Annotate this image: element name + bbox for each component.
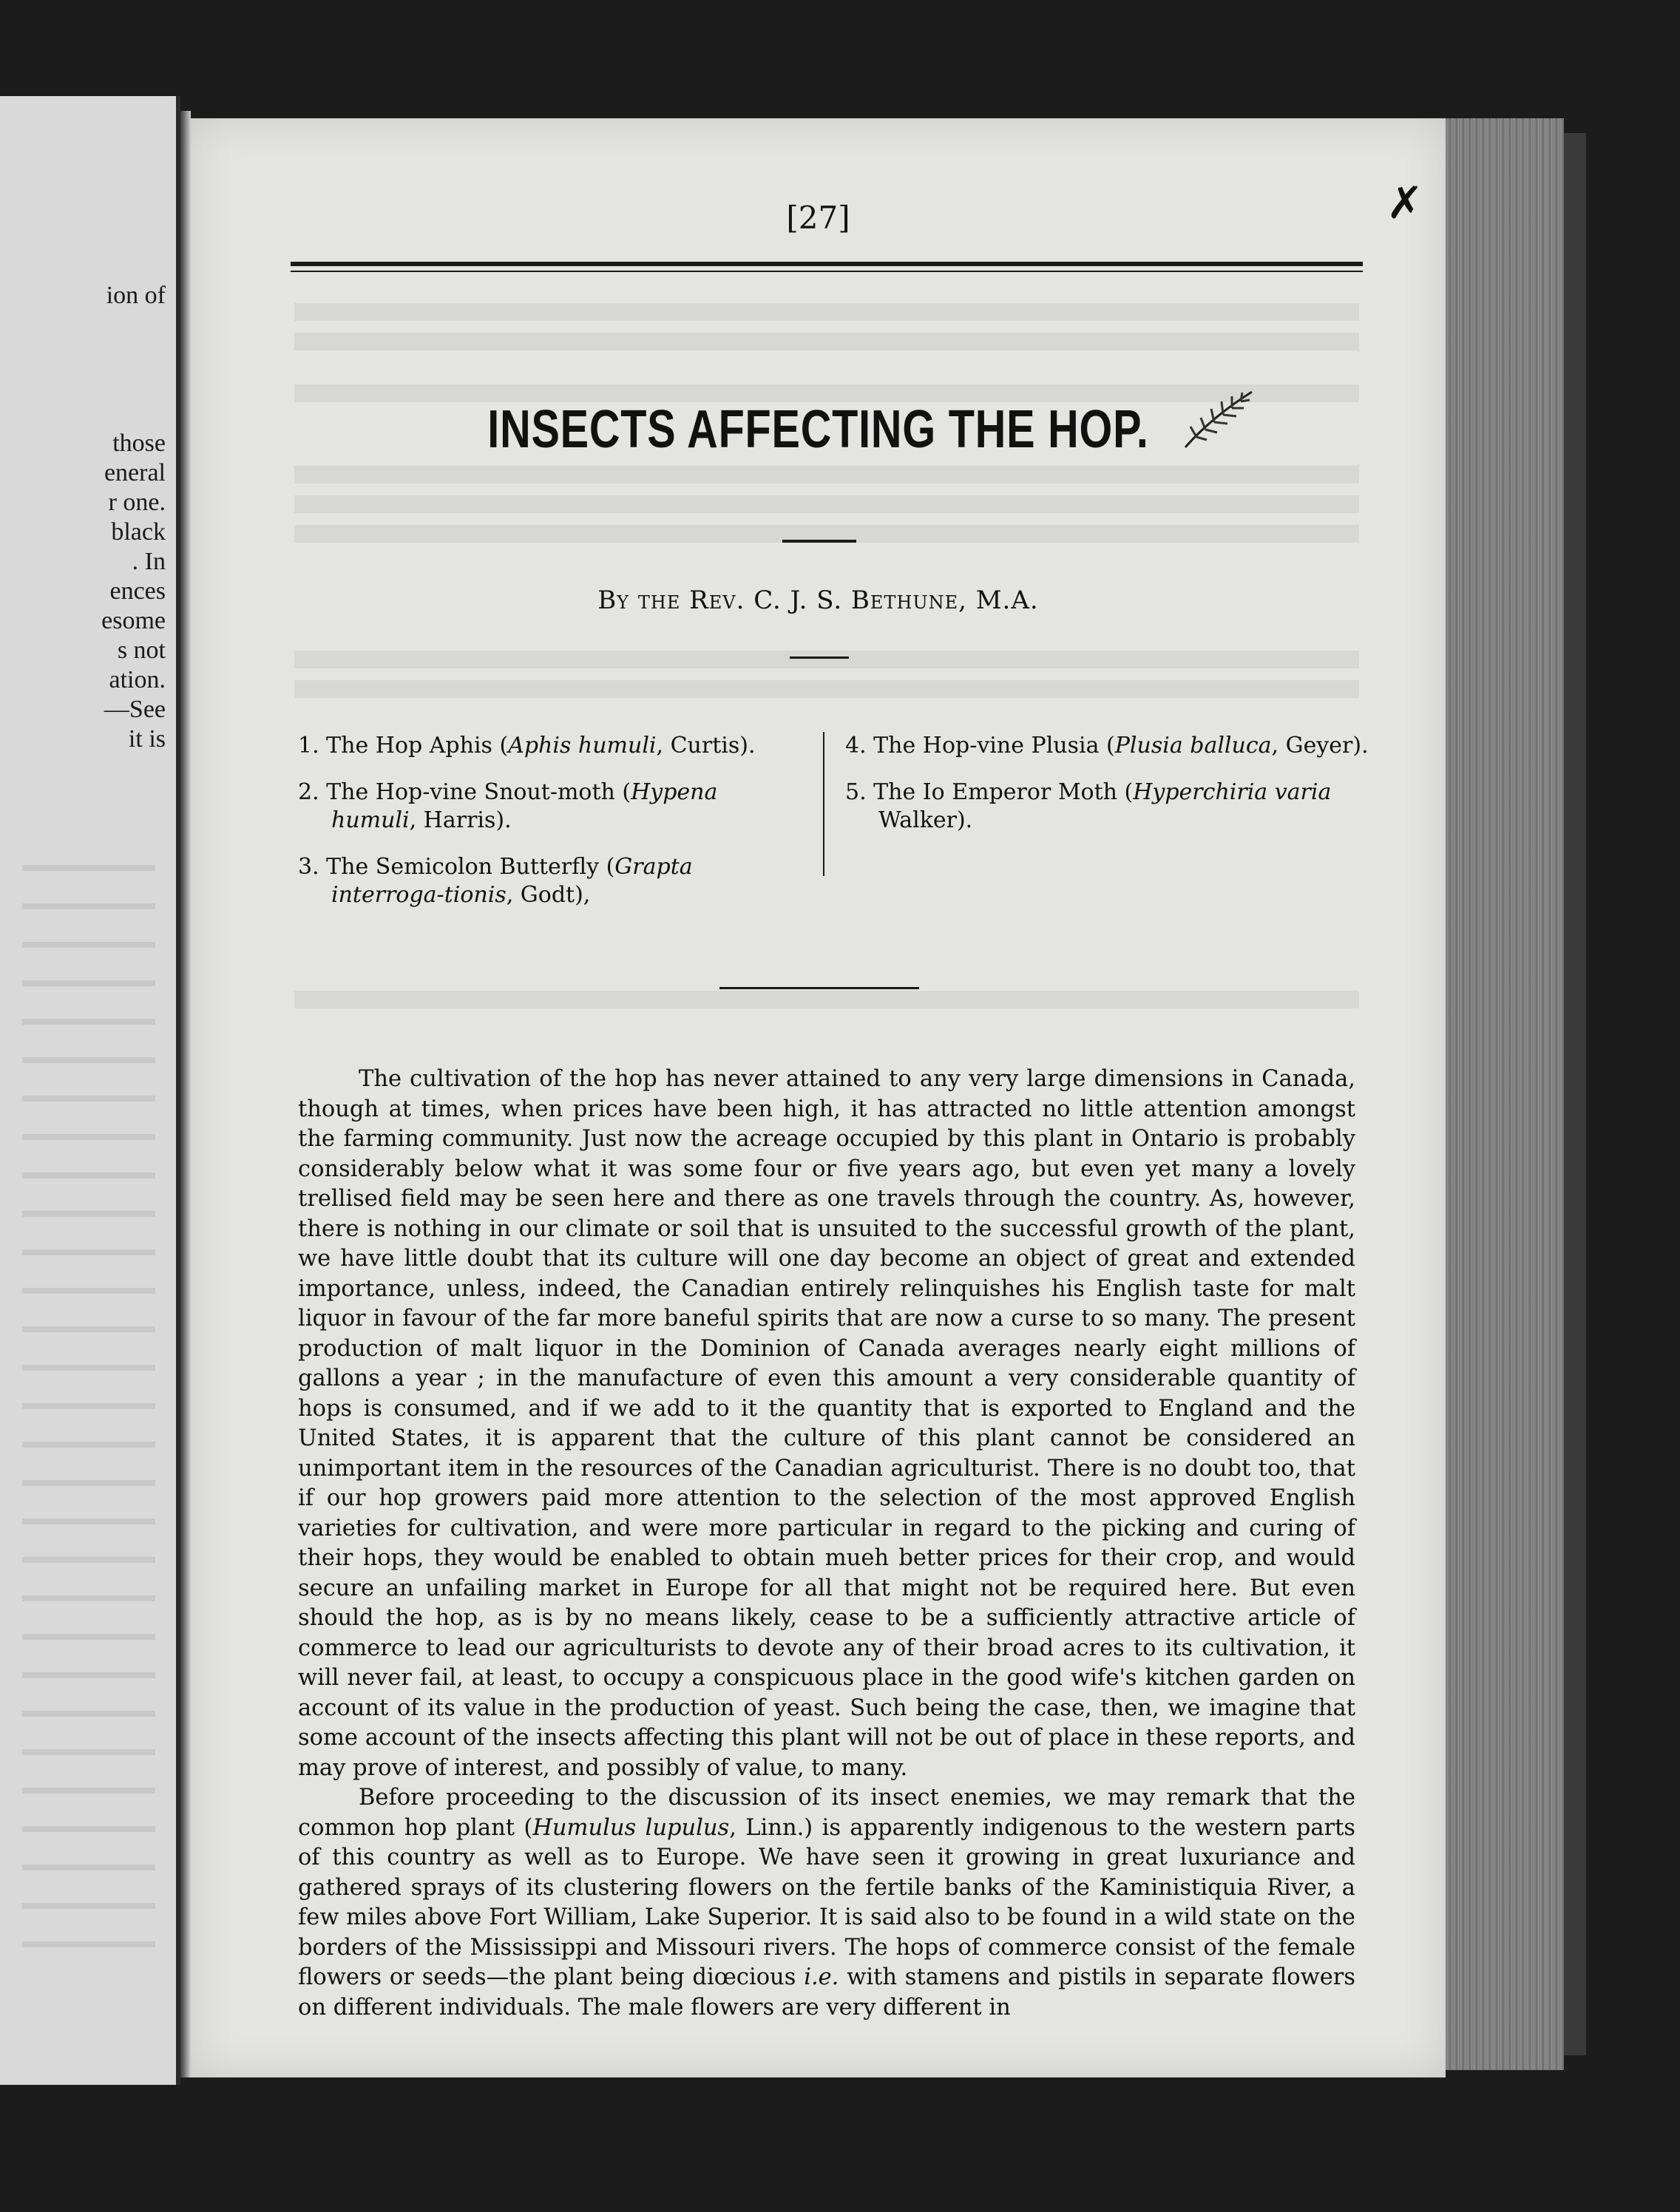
- header-rule: [291, 262, 1363, 266]
- page-edges: [1446, 118, 1564, 2070]
- insect-list-left: [298, 732, 793, 928]
- document-page: [191, 118, 1446, 2077]
- author-divider: [790, 657, 849, 659]
- insect-list-right: [845, 732, 1422, 853]
- left-page-faded-text: [22, 843, 155, 1952]
- left-page-fragment: ion of: [106, 282, 166, 309]
- left-page-fragment: those eneral r one. black . In ences esome s not ation. —See it is: [101, 430, 166, 753]
- paragraph: Before proceeding to the discussion of its insect enemies, we may remark that the common hop plant (Humulus lupulus, Linn.) is apparently indigenous to the western parts of this country as well as to Europe. We have seen it growing in great luxuriance and gathered sprays of its clustering flowers on the fertile banks of the Kaministiquia River, a few miles above Fort William, Lake Superior. It is said also to be found in a wild state on the borders of the Mississippi and Missouri rivers. The hops of commerce consist of the female flowers or seeds—the plant being diœcious i.e. with stamens and pistils in separate flowers on different individuals. The male flowers are very different in: [298, 1785, 1356, 2021]
- bleed-through-line: [294, 651, 1359, 668]
- bleed-through-line: [294, 333, 1359, 350]
- list-item: 1. The Hop Aphis (Aphis humuli, Curtis).: [298, 733, 756, 759]
- book-edge-shadow: [1564, 133, 1586, 2055]
- article-body: [298, 1065, 1355, 2023]
- list-item: 5. The Io Emperor Moth (Hyperchiria varia Walker).: [845, 779, 1332, 833]
- list-item: 2. The Hop-vine Snout-moth (Hypena humuli, Harris).: [298, 779, 718, 833]
- hop-ornament-icon: [1182, 388, 1256, 455]
- list-item: 3. The Semicolon Butterfly (Grapta interroga-tionis, Godt),: [298, 854, 693, 908]
- bleed-through-line: [294, 466, 1359, 484]
- list-item: 4. The Hop-vine Plusia (Plusia balluca, Geyer).: [845, 733, 1369, 759]
- margin-check-mark: ✗: [1386, 177, 1423, 229]
- article-title: INSECTS AFFECTING THE HOP.: [487, 400, 1149, 459]
- bleed-through-line: [294, 680, 1359, 698]
- title-divider: [782, 540, 856, 543]
- section-divider: [719, 987, 919, 989]
- bleed-through-line: [294, 495, 1359, 513]
- header-rule-thin: [291, 271, 1363, 272]
- paragraph: The cultivation of the hop has never attained to any very large dimensions in Canada, though at times, when prices have been high, it has attracted no little attention amongst the farming community. Just now the acreage occupied by this plant in Ontario is probably considerably below what it was some four or five years ago, but even yet many a lovely trellised field may be seen here and there as one travels through the country. As, however, there is nothing in our climate or soil that is unsuited to the successful growth of the plant, we have little doubt that its culture will one day become an object of great and extended importance, unless, indeed, the Canadian entirely relinquishes his English taste for malt liquor in favour of the far more baneful spirits that are now a curse to so many. The present production of malt liquor in the Dominion of Canada averages nearly eight millions of gallons a year ; in the manufacture of even this amount a very considerable quantity of hops is consumed, and if we add to it the quantity that is exported to England and the United States, it is apparent that the culture of this plant cannot be considered an unimportant item in the resources of the Canadian agriculturist. There is no doubt too, that if our hop growers paid more attention to the selection of the most approved English varieties for cultivation, and were more particular in regard to the picking and curing of their hops, they would be enabled to obtain mueh better prices for their crop, and would secure an unfailing market in Europe for all that might not be required here. But even should the hop, as is by no means likely, cease to be a sufficiently attractive article of commerce to lead our agriculturists to devote any of their broad acres to its cultivation, it will never fail, at least, to occupy a conspicuous place in the good wife's kitchen garden on account of its value in the production of yeast. Such being the case, then, we imagine that some account of the insects affecting this plant will not be out of place in these reports, and may prove of interest, and possibly of value, to many.: [298, 1066, 1355, 1781]
- insect-list: [298, 732, 1437, 1042]
- author-byline: By the Rev. C. J. S. Bethune, M.A.: [597, 586, 1039, 615]
- left-page: [0, 96, 180, 2085]
- book-gutter: [180, 111, 191, 2077]
- list-column-divider: [823, 732, 824, 876]
- page-number: [27]: [786, 200, 850, 236]
- bleed-through-line: [294, 303, 1359, 321]
